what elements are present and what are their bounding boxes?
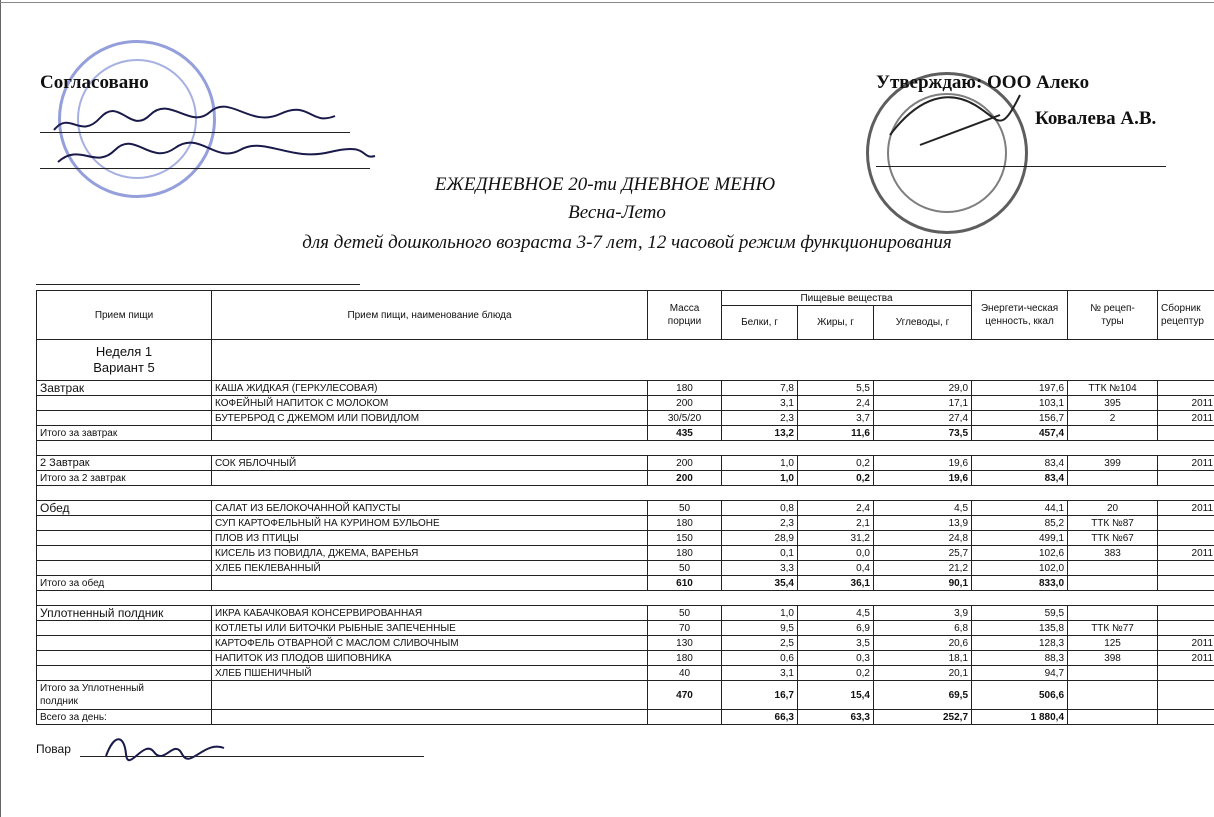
table-row <box>37 501 1214 516</box>
dish-protein: 2,5 <box>722 636 798 651</box>
dish-fat: 2,4 <box>798 396 874 411</box>
table-row <box>37 531 1214 546</box>
meal-label-empty <box>37 636 212 651</box>
dish-fat: 5,5 <box>798 381 874 396</box>
menu-title: ЕЖЕДНЕВНОЕ 20-ти ДНЕВНОЕ МЕНЮ <box>434 174 776 195</box>
spacer-cell <box>37 591 1214 606</box>
dish-energy: 102,6 <box>972 546 1068 561</box>
dish-mass: 200 <box>648 396 722 411</box>
total-carbs: 73,5 <box>874 426 972 441</box>
meal-label: Обед <box>37 501 212 516</box>
total-carbs: 69,5 <box>874 681 972 710</box>
dish-carbs: 17,1 <box>874 396 972 411</box>
dish-collection <box>1158 516 1214 531</box>
dish-recipe: ТТК №104 <box>1068 381 1158 396</box>
total-protein: 16,7 <box>722 681 798 710</box>
total-energy: 83,4 <box>972 471 1068 486</box>
total-label-l1: Итого за Уплотненный <box>40 683 144 694</box>
dish-collection <box>1158 666 1214 681</box>
dish-fat: 0,3 <box>798 651 874 666</box>
dish-energy: 94,7 <box>972 666 1068 681</box>
header-nutrients: Пищевые вещества <box>722 291 972 306</box>
dish-carbs: 20,1 <box>874 666 972 681</box>
dish-recipe: 2 <box>1068 411 1158 426</box>
dish-fat: 4,5 <box>798 606 874 621</box>
dish-fat: 0,2 <box>798 456 874 471</box>
meal-label: Завтрак <box>37 381 212 396</box>
dish-energy: 102,0 <box>972 561 1068 576</box>
dish-mass: 180 <box>648 381 722 396</box>
cook-signature <box>100 730 230 764</box>
header-protein: Белки, г <box>722 306 798 340</box>
header-carbs: Углеводы, г <box>874 306 972 340</box>
total-fat: 0,2 <box>798 471 874 486</box>
header-fat: Жиры, г <box>798 306 874 340</box>
table-row <box>37 666 1214 681</box>
table-row <box>37 561 1214 576</box>
dish-energy: 85,2 <box>972 516 1068 531</box>
spacer-row <box>37 441 1214 456</box>
table-row <box>37 546 1214 561</box>
dish-mass: 130 <box>648 636 722 651</box>
dish-protein: 7,8 <box>722 381 798 396</box>
dish-protein: 3,1 <box>722 666 798 681</box>
dish-carbs: 4,5 <box>874 501 972 516</box>
dish-energy: 135,8 <box>972 621 1068 636</box>
dish-name: СОК ЯБЛОЧНЫЙ <box>212 456 648 471</box>
dish-recipe: 383 <box>1068 546 1158 561</box>
total-protein: 35,4 <box>722 576 798 591</box>
total-collection-empty <box>1158 426 1214 441</box>
header-mass-l1: Масса <box>669 303 700 314</box>
total-mass: 470 <box>648 681 722 710</box>
total-row <box>37 426 1214 441</box>
meal-label-empty <box>37 516 212 531</box>
total-carbs: 19,6 <box>874 471 972 486</box>
meal-label: 2 Завтрак <box>37 456 212 471</box>
page-top-border <box>0 2 1214 3</box>
meal-label-empty <box>37 396 212 411</box>
dish-carbs: 13,9 <box>874 516 972 531</box>
table-row <box>37 396 1214 411</box>
dish-protein: 9,5 <box>722 621 798 636</box>
dish-mass: 30/5/20 <box>648 411 722 426</box>
dish-protein: 0,1 <box>722 546 798 561</box>
header-energy <box>972 291 1068 340</box>
handwritten-signatures <box>40 100 380 175</box>
dish-carbs: 27,4 <box>874 411 972 426</box>
total-protein: 13,2 <box>722 426 798 441</box>
dish-name: БУТЕРБРОД С ДЖЕМОМ ИЛИ ПОВИДЛОМ <box>212 411 648 426</box>
dish-name: НАПИТОК ИЗ ПЛОДОВ ШИПОВНИКА <box>212 651 648 666</box>
total-recipe-empty <box>1068 681 1158 710</box>
dish-mass: 180 <box>648 546 722 561</box>
dish-protein: 3,1 <box>722 396 798 411</box>
total-empty <box>212 681 648 710</box>
dish-mass: 50 <box>648 606 722 621</box>
total-row <box>37 471 1214 486</box>
dish-collection: 2011 <box>1158 456 1214 471</box>
meal-label-empty <box>37 651 212 666</box>
dish-collection <box>1158 381 1214 396</box>
total-energy: 506,6 <box>972 681 1068 710</box>
dish-mass: 50 <box>648 561 722 576</box>
header-mass-l2: порции <box>667 316 702 327</box>
agreed-title: Согласовано <box>40 72 149 93</box>
dish-protein: 0,8 <box>722 501 798 516</box>
dish-collection: 2011 <box>1158 411 1214 426</box>
dish-name: КОФЕЙНЫЙ НАПИТОК С МОЛОКОМ <box>212 396 648 411</box>
dish-collection <box>1158 606 1214 621</box>
total-recipe-empty <box>1068 471 1158 486</box>
table-row <box>37 456 1214 471</box>
total-energy: 457,4 <box>972 426 1068 441</box>
day-total-row <box>37 710 1214 725</box>
menu-audience: для детей дошкольного возраста 3-7 лет, 12 часовой режим функционирования <box>302 232 952 253</box>
meal-label-empty <box>37 561 212 576</box>
cook-label: Повар <box>36 742 71 756</box>
dish-fat: 3,7 <box>798 411 874 426</box>
total-recipe-empty <box>1068 576 1158 591</box>
dish-carbs: 3,9 <box>874 606 972 621</box>
dish-carbs: 18,1 <box>874 651 972 666</box>
dish-recipe: 399 <box>1068 456 1158 471</box>
table-row <box>37 636 1214 651</box>
dish-fat: 31,2 <box>798 531 874 546</box>
total-energy: 833,0 <box>972 576 1068 591</box>
dish-recipe: ТТК №87 <box>1068 516 1158 531</box>
dish-recipe: 398 <box>1068 651 1158 666</box>
day-total-fat: 63,3 <box>798 710 874 725</box>
table-row <box>37 651 1214 666</box>
header-collection-l1: Сборник <box>1161 303 1201 314</box>
day-total-carbs: 252,7 <box>874 710 972 725</box>
approved-title: Утверждаю: ООО Алеко <box>876 72 1090 93</box>
header-collection-l2: рецептур <box>1161 316 1204 327</box>
header-energy-l1: Энергети-ческая <box>980 303 1059 314</box>
dish-name: КАША ЖИДКАЯ (ГЕРКУЛЕСОВАЯ) <box>212 381 648 396</box>
dish-energy: 59,5 <box>972 606 1068 621</box>
header-recipe <box>1068 291 1158 340</box>
dish-carbs: 21,2 <box>874 561 972 576</box>
spacer-cell <box>37 441 1214 456</box>
total-label: Итого за обед <box>37 576 212 591</box>
total-protein: 1,0 <box>722 471 798 486</box>
dish-energy: 103,1 <box>972 396 1068 411</box>
total-collection-empty <box>1158 576 1214 591</box>
dish-mass: 150 <box>648 531 722 546</box>
total-collection-empty <box>1158 681 1214 710</box>
total-empty <box>212 576 648 591</box>
meal-label-empty <box>37 531 212 546</box>
meal-label-empty <box>37 546 212 561</box>
dish-protein: 28,9 <box>722 531 798 546</box>
total-fat: 36,1 <box>798 576 874 591</box>
header-recipe-l1: № рецеп- <box>1090 303 1135 314</box>
dish-collection <box>1158 561 1214 576</box>
dish-protein: 3,3 <box>722 561 798 576</box>
total-empty <box>212 426 648 441</box>
dish-name: КИСЕЛЬ ИЗ ПОВИДЛА, ДЖЕМА, ВАРЕНЬЯ <box>212 546 648 561</box>
dish-protein: 2,3 <box>722 411 798 426</box>
total-fat: 11,6 <box>798 426 874 441</box>
total-mass-empty <box>648 710 722 725</box>
week-number: Неделя 1 <box>95 344 153 359</box>
dish-fat: 0,4 <box>798 561 874 576</box>
dish-recipe <box>1068 561 1158 576</box>
meal-label-empty <box>37 621 212 636</box>
dish-protein: 1,0 <box>722 456 798 471</box>
dish-mass: 180 <box>648 651 722 666</box>
dish-collection: 2011 <box>1158 396 1214 411</box>
dish-carbs: 6,8 <box>874 621 972 636</box>
dish-name: ИКРА КАБАЧКОВАЯ КОНСЕРВИРОВАННАЯ <box>212 606 648 621</box>
dish-mass: 40 <box>648 666 722 681</box>
table-row <box>37 411 1214 426</box>
table-row <box>37 621 1214 636</box>
total-row <box>37 576 1214 591</box>
dish-collection <box>1158 531 1214 546</box>
week-label <box>37 340 212 381</box>
day-total-energy: 1 880,4 <box>972 710 1068 725</box>
dish-fat: 2,1 <box>798 516 874 531</box>
total-label <box>37 681 212 710</box>
table-row <box>37 516 1214 531</box>
dish-carbs: 20,6 <box>874 636 972 651</box>
table-row <box>37 606 1214 621</box>
dish-carbs: 24,8 <box>874 531 972 546</box>
title-underline <box>36 284 360 285</box>
dish-fat: 0,2 <box>798 666 874 681</box>
dish-energy: 197,6 <box>972 381 1068 396</box>
dish-name: ПЛОВ ИЗ ПТИЦЫ <box>212 531 648 546</box>
day-total-protein: 66,3 <box>722 710 798 725</box>
header-collection <box>1158 291 1214 340</box>
spacer-row <box>37 591 1214 606</box>
dish-collection: 2011 <box>1158 636 1214 651</box>
meal-label: Уплотненный полдник <box>37 606 212 621</box>
total-collection-empty <box>1158 710 1214 725</box>
dish-name: СУП КАРТОФЕЛЬНЫЙ НА КУРИНОМ БУЛЬОНЕ <box>212 516 648 531</box>
dish-mass: 180 <box>648 516 722 531</box>
dish-energy: 88,3 <box>972 651 1068 666</box>
header-meal: Прием пищи <box>37 291 212 340</box>
dish-fat: 6,9 <box>798 621 874 636</box>
dish-carbs: 25,7 <box>874 546 972 561</box>
header-dish: Прием пищи, наименование блюда <box>212 291 648 340</box>
header-energy-l2: ценность, ккал <box>985 316 1054 327</box>
dish-name: КАРТОФЕЛЬ ОТВАРНОЙ С МАСЛОМ СЛИВОЧНЫМ <box>212 636 648 651</box>
dish-collection: 2011 <box>1158 651 1214 666</box>
dish-recipe <box>1068 666 1158 681</box>
total-collection-empty <box>1158 471 1214 486</box>
total-mass: 610 <box>648 576 722 591</box>
dish-recipe: ТТК №67 <box>1068 531 1158 546</box>
dish-name: ХЛЕБ ПЕКЛЕВАННЫЙ <box>212 561 648 576</box>
dish-mass: 70 <box>648 621 722 636</box>
dish-energy: 499,1 <box>972 531 1068 546</box>
week-row-empty <box>212 340 1214 381</box>
total-fat: 15,4 <box>798 681 874 710</box>
total-label: Итого за 2 завтрак <box>37 471 212 486</box>
meal-label-empty <box>37 666 212 681</box>
week-row <box>37 340 1214 381</box>
dish-protein: 2,3 <box>722 516 798 531</box>
approver-signature-line <box>876 166 1166 167</box>
dish-recipe: ТТК №77 <box>1068 621 1158 636</box>
total-mass: 200 <box>648 471 722 486</box>
total-recipe-empty <box>1068 710 1158 725</box>
dish-name: САЛАТ ИЗ БЕЛОКОЧАННОЙ КАПУСТЫ <box>212 501 648 516</box>
dish-fat: 3,5 <box>798 636 874 651</box>
total-mass: 435 <box>648 426 722 441</box>
dish-mass: 50 <box>648 501 722 516</box>
header-recipe-l2: туры <box>1101 316 1124 327</box>
dish-recipe <box>1068 606 1158 621</box>
dish-name: КОТЛЕТЫ ИЛИ БИТОЧКИ РЫБНЫЕ ЗАПЕЧЕННЫЕ <box>212 621 648 636</box>
dish-fat: 2,4 <box>798 501 874 516</box>
dish-collection: 2011 <box>1158 546 1214 561</box>
dish-carbs: 19,6 <box>874 456 972 471</box>
dish-energy: 156,7 <box>972 411 1068 426</box>
menu-season: Весна-Лето <box>568 202 666 223</box>
approver-name: Ковалева А.В. <box>1035 108 1157 129</box>
dish-protein: 0,6 <box>722 651 798 666</box>
dish-recipe: 395 <box>1068 396 1158 411</box>
dish-fat: 0,0 <box>798 546 874 561</box>
total-recipe-empty <box>1068 426 1158 441</box>
total-empty <box>212 471 648 486</box>
total-row <box>37 681 1214 710</box>
dish-recipe: 20 <box>1068 501 1158 516</box>
dish-mass: 200 <box>648 456 722 471</box>
total-empty <box>212 710 648 725</box>
dish-recipe: 125 <box>1068 636 1158 651</box>
dish-protein: 1,0 <box>722 606 798 621</box>
header-mass <box>648 291 722 340</box>
total-label-l2: полдник <box>40 696 78 707</box>
week-variant: Вариант 5 <box>93 360 155 375</box>
dish-energy: 44,1 <box>972 501 1068 516</box>
spacer-cell <box>37 486 1214 501</box>
header-row-1 <box>37 291 1214 306</box>
menu-table <box>36 290 1214 725</box>
dish-energy: 83,4 <box>972 456 1068 471</box>
dish-carbs: 29,0 <box>874 381 972 396</box>
total-label: Итого за завтрак <box>37 426 212 441</box>
meal-label-empty <box>37 411 212 426</box>
table-row <box>37 381 1214 396</box>
dish-collection <box>1158 621 1214 636</box>
dish-collection: 2011 <box>1158 501 1214 516</box>
day-total-label: Всего за день: <box>37 710 212 725</box>
dish-name: ХЛЕБ ПШЕНИЧНЫЙ <box>212 666 648 681</box>
approver-signature <box>880 75 1030 165</box>
spacer-row <box>37 486 1214 501</box>
total-carbs: 90,1 <box>874 576 972 591</box>
dish-energy: 128,3 <box>972 636 1068 651</box>
